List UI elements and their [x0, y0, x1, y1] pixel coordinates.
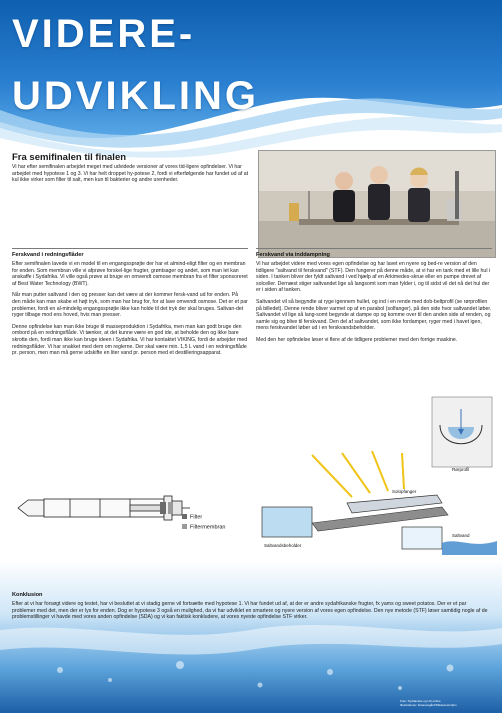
- right-divider: [256, 248, 492, 249]
- syringe-illustration: [10, 470, 250, 545]
- saltwater-tank-label: Saltvandsbeholder: [264, 543, 302, 548]
- team-photo-illustration: [259, 151, 495, 257]
- right-section-text: [256, 261, 492, 349]
- solar-label: Solopfanger: [392, 489, 417, 494]
- membrane-label: Filtermembran: [190, 524, 226, 531]
- page-title-line-2: UDVIKLING: [12, 74, 259, 118]
- distillation-diagram: [252, 395, 497, 575]
- left-paragraph: Denne opfindelse kan man ikke bruge til masseproduktion i Sydafrika, men man kan godt bruge den ombord på en redningsflåde. Vi tænker, at det kunne være en god ide, at beholde den og ikke bare skrotte den, fordi man ikke kan bruge ideen i Sydafrika. Vi har kontaktet VIKING, fordi de arbejder med redningsflåder. Vi har snakket med dem om reglerne. Der skal være min. 1,5 L vand i en redningsflåde pr. person, men man må gerne udskifte en liter vand pr. person med et destilleringsapparat.: [12, 323, 248, 357]
- pipe-profile-detail: [432, 397, 492, 467]
- pipe-profile-label: Rørprofil: [452, 467, 470, 472]
- page-title-line-1: VIDERE-: [12, 12, 196, 56]
- left-paragraph: Når man putter saltvand i den og presser kan det være at der kommer fersk-vand ud for enden. På den måde kan man skabe et højt tryk, som man har brug for, for at lave omvendt osmose. Det er et par problemer, fordi en al-mindelig engangssprøjte ikke kan holde til det tryk der skal bruges. Saltvan-det ryger tilbage mod ens hoved, hvis man presser.: [12, 292, 248, 319]
- sun-rays: [312, 451, 404, 497]
- intro-heading: Fra semifinalen til finalen: [12, 152, 127, 163]
- sea: [442, 541, 497, 555]
- conclusion-heading: Konklusion: [12, 592, 43, 598]
- filter-legend-swatch: [182, 514, 187, 519]
- freshwater-tank: [402, 527, 442, 549]
- saltwater-label: Saltvand: [452, 533, 470, 538]
- right-section-heading: Ferskvand via inddampning: [256, 252, 330, 258]
- right-paragraph: Vi har arbejdet videre med vores egen opfindelse og har lavet en nyere og bed-re version af den tidligere "saltvand til ferskvand" (STF). Den fungerer på denne måde, at vi har en tank med et lille hul i siden. I tanken bliver der fyldt saltvand i ved hjælp af en Arkimedes-skrue eller en pumpe drevet af solceller. Dernæst stiger saltvandet lige så langsomt som man fylder i, og til sidst vil det nå det hul der er i siden af tanken.: [256, 261, 491, 294]
- credit-line-2: Illustrationer: Ersanesgård/Stikteam/enlam: [400, 702, 457, 707]
- saltwater-tank: [262, 507, 312, 537]
- team-photo: [258, 150, 496, 258]
- membrane-block: [168, 502, 172, 514]
- membrane-legend-swatch: [182, 524, 187, 529]
- left-section-heading: Ferskvand i redningsflåder: [12, 252, 84, 258]
- footer-water-background: [0, 560, 502, 713]
- right-paragraph: Med den her opfindelse løser vi flere af de tidligere problemer med den forrige maskine.: [256, 336, 458, 343]
- left-section-text: [12, 261, 248, 362]
- credit-line-1: Foto: Syddanske og Ucl.online: [400, 699, 441, 703]
- photo-credit: [400, 700, 457, 707]
- conclusion-text: Efter at vi har forsøgt videre og testet, har vi besluttet at vi stadig gerne vil fortsætte med hypotese 1. Vi har fundet ud af, at der er andre sydafrikanske frugter, fx yams og sweet potatos. Der er et par problemer med det, men der er lys for enden. Dog er hypotese 3 også en mulighed, da vi har udviklet en smartere og nyere version af vores egen opfindelse. Den nye metode (STF) løser samtidig nogle af de problemstillinger vi havde med vores anden opfindelse (SDA) og vi kan faktisk konkludere, at vores nyeste opfindelse STF virker.: [12, 601, 488, 621]
- filter-block: [160, 502, 166, 514]
- left-paragraph: Efter semifinalen lavede vi en model til en engangssprøjte der har et almind-eligt filter og en membran for enden. Som membran ville vi afprøve forskel-lige frugter, grøntsager og andet, som man let kan anskaffe i Sydafrika. Vi ville også prøve at bruge en omvendt osmose membran fra et filter sponsoreret af Best Water Technology (BWT).: [12, 261, 248, 287]
- right-paragraph: Saltvandet vil så begyndte at ryge igennem hullet, og ind i en rende med dob-beltprofil (se rørprofilen på billedet). Denne rende bliver varmet op af en parabol (solfanger), på den side hvor saltvandet løber. Saltvandet vil lige så lang-somt begynde at dampe op og komme over til den anden side af renden, og samle sig og blive til ferskvand. Den del af saltvandet, som ikke fordamper, ryger med i havet igen, mens ferskvandet løber ud i en ferskvandsbeholder.: [256, 298, 492, 332]
- left-divider: [12, 248, 248, 249]
- intro-text: Vi har efter semifinalen arbejdet meget med udvidede versioner af vores tid-ligere opfindelser. Vi har arbejdet med hypotese 1 og 3. Vi har helt droppet hy-potese 2, fordi vi efterfølgende har fundet ud af at kul ikke virker som filter til salt, men kun til bakterier og andre urenheder.: [12, 164, 249, 184]
- filter-label: Filter: [190, 514, 203, 521]
